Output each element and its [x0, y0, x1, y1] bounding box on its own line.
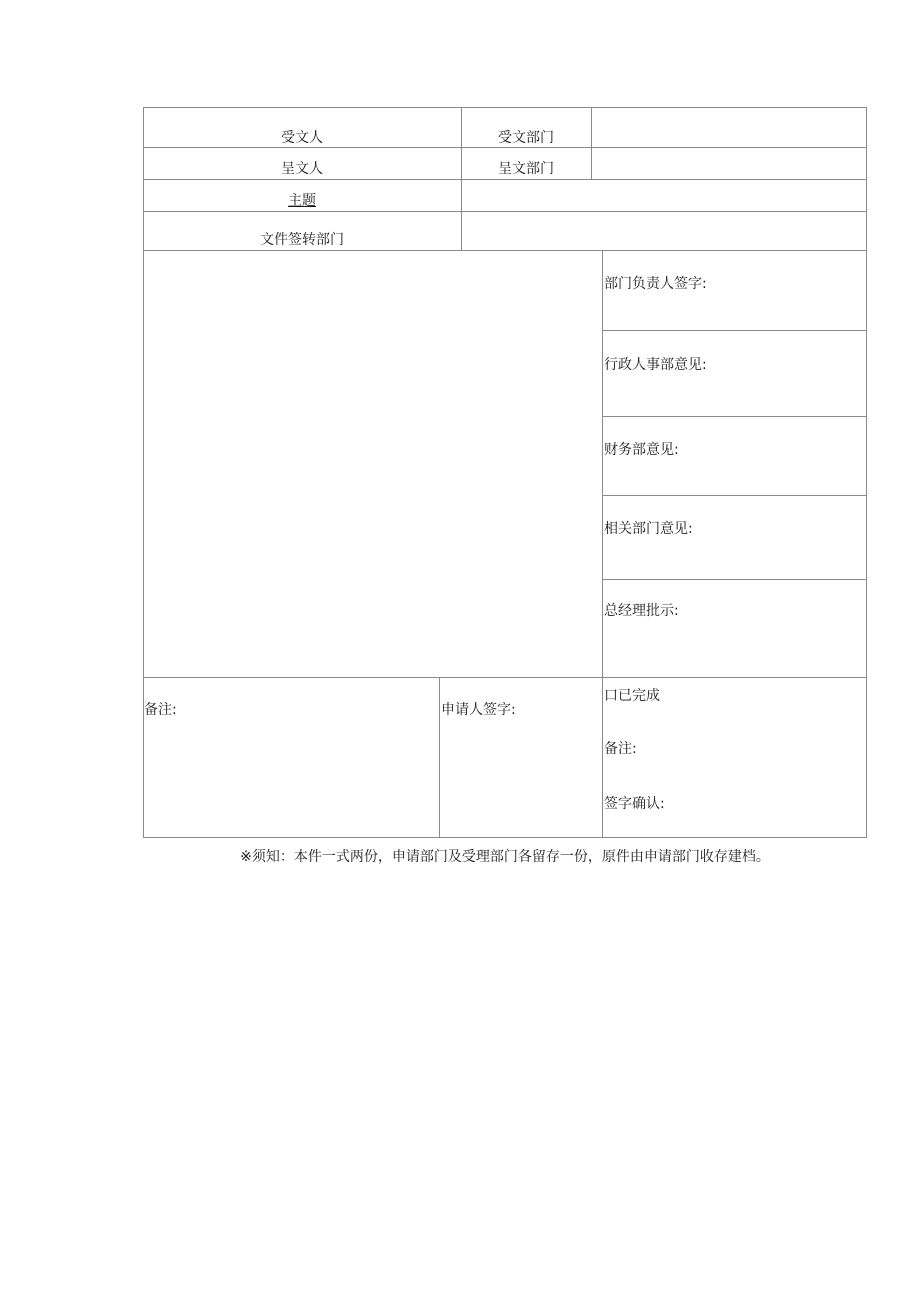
subject-field[interactable]	[462, 180, 866, 211]
document-transfer-form	[143, 107, 867, 838]
sign-confirm-label: 签字确认:	[604, 796, 665, 812]
subject-label: 主题	[288, 193, 316, 209]
remark-label: 备注:	[144, 702, 177, 718]
col-divider	[602, 250, 603, 838]
submitter-dept-label: 呈文部门	[498, 161, 554, 177]
col-divider	[439, 677, 440, 838]
content-area[interactable]	[144, 251, 602, 677]
row-divider	[602, 416, 867, 417]
notice-text: ※须知：本件一式两份，申请部门及受理部门各留存一份，原件由申请部门收存建档。	[240, 849, 770, 865]
related-dept-opinion-label: 相关部门意见:	[604, 521, 693, 537]
submitter-label: 呈文人	[281, 161, 323, 177]
admin-hr-opinion-label: 行政人事部意见:	[604, 357, 707, 373]
completed-checkbox-label[interactable]: 口已完成	[604, 688, 660, 704]
recipient-dept-label: 受文部门	[498, 130, 554, 146]
submitter-dept-field[interactable]	[592, 148, 866, 179]
row-divider	[602, 330, 867, 331]
transfer-dept-label: 文件签转部门	[260, 232, 344, 248]
row-divider	[602, 579, 867, 580]
dept-head-sign-label: 部门负责人签字:	[604, 276, 707, 292]
border-right	[866, 107, 867, 838]
recipient-dept-field[interactable]	[592, 108, 866, 147]
applicant-sign-label: 申请人签字:	[441, 702, 516, 718]
row-divider	[143, 677, 867, 678]
finance-opinion-label: 财务部意见:	[604, 442, 679, 458]
recipient-label: 受文人	[281, 130, 323, 146]
gm-instruction-label: 总经理批示:	[604, 603, 679, 619]
transfer-dept-field[interactable]	[462, 212, 866, 250]
border-bottom	[143, 837, 867, 838]
row-divider	[602, 495, 867, 496]
remark2-label: 备注:	[604, 741, 637, 757]
